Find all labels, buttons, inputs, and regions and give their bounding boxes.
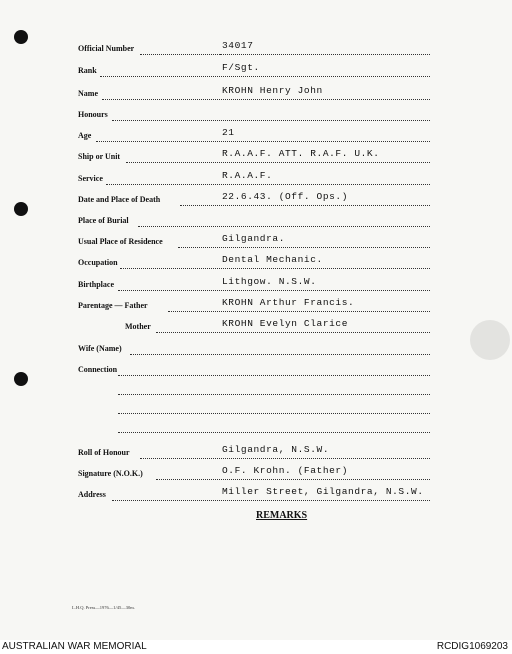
label-official-number: Official Number <box>78 44 135 53</box>
dotted-line <box>118 432 430 433</box>
label-roll-of-honour: Roll of Honour <box>78 448 130 457</box>
dotted-line <box>138 226 430 227</box>
label-ship-or-unit: Ship or Unit <box>78 152 121 161</box>
label-date-place-of-death: Date and Place of Death <box>78 195 161 204</box>
value-roll-of-honour: Gilgandra, N.S.W. <box>222 444 330 455</box>
label-birthplace: Birthplace <box>78 280 114 289</box>
value-ship-or-unit: R.A.A.F. ATT. R.A.F. U.K. <box>222 148 380 159</box>
remarks-heading: REMARKS <box>256 510 308 521</box>
stain <box>470 320 510 360</box>
label-place-of-burial: Place of Burial <box>78 216 129 225</box>
printer-imprint: L.H.Q. Press—1976—1/45—30m. <box>72 605 135 610</box>
value-birthplace: Lithgow. N.S.W. <box>222 276 317 287</box>
dotted-line <box>130 354 430 355</box>
value-rank: F/Sgt. <box>222 62 260 73</box>
dotted-line <box>118 394 430 395</box>
dotted-line <box>118 290 430 291</box>
label-wife: Wife (Name) <box>78 344 122 353</box>
label-name: Name <box>78 89 98 98</box>
dotted-line <box>156 479 430 480</box>
dotted-line <box>96 141 430 142</box>
dotted-line <box>180 205 430 206</box>
archive-footer <box>0 640 512 654</box>
value-usual-residence: Gilgandra. <box>222 233 286 244</box>
label-parentage-father: Parentage — Father <box>78 301 148 310</box>
dotted-line <box>112 120 430 121</box>
dotted-line <box>100 76 430 77</box>
footer-institution: AUSTRALIAN WAR MEMORIAL <box>2 641 147 652</box>
label-connection: Connection <box>78 365 118 374</box>
value-official-number: 34017 <box>222 40 254 51</box>
footer-record-id: RCDIG1069203 <box>436 641 508 652</box>
punch-hole-icon <box>14 202 28 216</box>
label-occupation: Occupation <box>78 258 118 267</box>
label-age: Age <box>78 131 92 140</box>
label-service: Service <box>78 174 103 183</box>
punch-hole-icon <box>14 30 28 44</box>
dotted-line <box>118 375 430 376</box>
dotted-line <box>106 184 430 185</box>
dotted-line <box>140 458 430 459</box>
label-address: Address <box>78 490 106 499</box>
label-honours: Honours <box>78 110 108 119</box>
value-parentage-father: KROHN Arthur Francis. <box>222 297 355 308</box>
label-signature-nok: Signature (N.O.K.) <box>78 469 143 478</box>
label-usual-residence: Usual Place of Residence <box>78 237 163 246</box>
label-mother: Mother <box>125 322 151 331</box>
value-date-place-of-death: 22.6.43. (Off. Ops.) <box>222 191 349 202</box>
dotted-line <box>168 311 430 312</box>
dotted-line <box>178 247 430 248</box>
dotted-line <box>118 413 430 414</box>
value-age: 21 <box>222 127 235 138</box>
value-occupation: Dental Mechanic. <box>222 254 323 265</box>
dotted-line <box>220 54 430 55</box>
punch-hole-icon <box>14 372 28 386</box>
value-name: KROHN Henry John <box>222 85 323 96</box>
dotted-line <box>120 268 430 269</box>
dotted-line <box>102 99 430 100</box>
label-rank: Rank <box>78 66 97 75</box>
dotted-line <box>126 162 430 163</box>
value-service: R.A.A.F. <box>222 170 273 181</box>
value-address: Miller Street, Gilgandra, N.S.W. <box>222 486 424 497</box>
value-mother: KROHN Evelyn Clarice <box>222 318 349 329</box>
dotted-line <box>140 54 220 55</box>
dotted-line <box>156 332 430 333</box>
dotted-line <box>112 500 430 501</box>
value-signature-nok: O.F. Krohn. (Father) <box>222 465 349 476</box>
